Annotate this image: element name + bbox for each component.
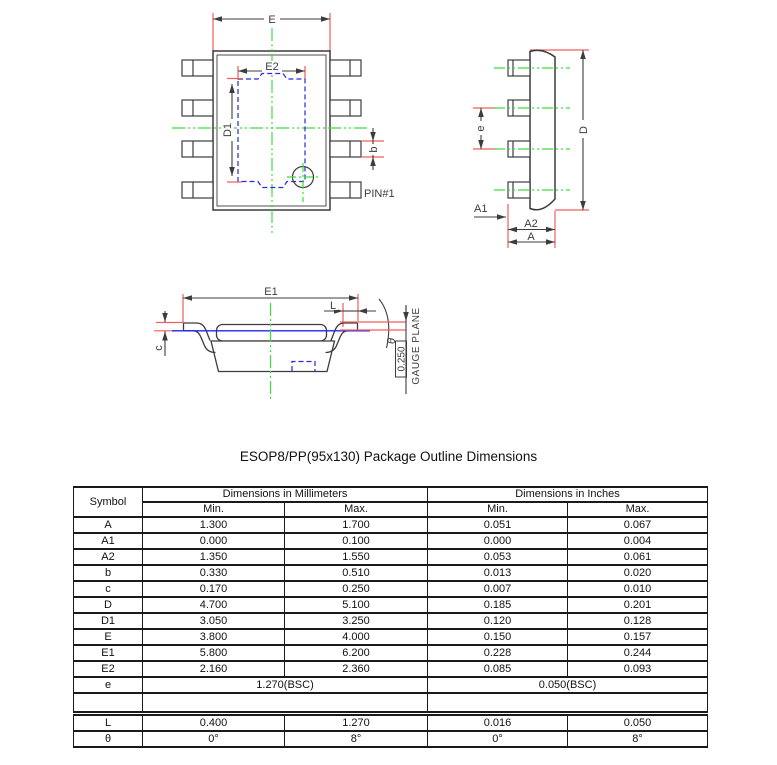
table-row: D1 3.050 3.250 0.120 0.128 (74, 613, 708, 629)
gauge-value-label: 0.250 (396, 346, 408, 372)
table-row: E 3.800 4.000 0.150 0.157 (74, 629, 708, 645)
front-view (153, 286, 422, 401)
package-body-side-view (530, 50, 555, 209)
header-inch: Dimensions in Inches (428, 487, 708, 502)
side-pins (508, 60, 530, 198)
dim-label-L: L (329, 300, 337, 312)
side-view (473, 50, 590, 248)
header-mm: Dimensions in Millimeters (143, 487, 428, 502)
dim-label-D1: D1 (222, 122, 234, 138)
table-row: θ 0° 8° 0° 8° (74, 731, 708, 747)
table-subheader-row (74, 502, 708, 517)
dim-label-e: e (475, 125, 487, 132)
table-row: E1 5.800 6.200 0.228 0.244 (74, 645, 708, 661)
package-lower-body (211, 341, 335, 372)
table-row: A 1.300 1.700 0.051 0.067 (74, 517, 708, 533)
package-top-slab (217, 325, 327, 342)
dim-label-b: b (368, 146, 380, 153)
table-row: L 0.400 1.270 0.016 0.050 (74, 714, 708, 732)
dim-label-c: c (153, 345, 165, 351)
dimensions-table (73, 486, 708, 748)
header-symbol: Symbol (74, 487, 143, 517)
dim-label-E2: E2 (265, 61, 279, 73)
table-row: A1 0.000 0.100 0.000 0.004 (74, 533, 708, 549)
dim-label-theta: θ (386, 338, 398, 344)
dim-label-A: A (527, 231, 535, 243)
table-row-e: e 1.270(BSC) 0.050(BSC) (74, 677, 708, 693)
gauge-plane-label: GAUGE PLANE (411, 307, 422, 385)
table-row: c 0.170 0.250 0.007 0.010 (74, 581, 708, 597)
header-mm-min: Min. (143, 502, 285, 517)
page-title: ESOP8/PP(95x130) Package Outline Dimensions (239, 449, 538, 464)
dim-label-E: E (268, 14, 276, 26)
table-row: A2 1.350 1.550 0.053 0.061 (74, 549, 708, 565)
top-view (172, 12, 395, 235)
right-pins (330, 60, 361, 198)
table-row: b 0.330 0.510 0.013 0.020 (74, 565, 708, 581)
pin1-label: PIN#1 (364, 188, 395, 200)
dimensions-table-wrap (73, 486, 708, 748)
dim-label-E1: E1 (264, 286, 278, 298)
header-in-max: Max. (568, 502, 708, 517)
dim-label-D: D (578, 126, 590, 134)
header-mm-max: Max. (285, 502, 428, 517)
table-header-row (74, 487, 708, 502)
table-row-empty (74, 693, 708, 714)
dim-label-A2: A2 (524, 218, 538, 230)
table-row: E2 2.160 2.360 0.085 0.093 (74, 661, 708, 677)
header-in-min: Min. (428, 502, 568, 517)
dim-label-A1: A1 (474, 203, 488, 215)
table-row: D 4.700 5.100 0.185 0.201 (74, 597, 708, 613)
left-pins (182, 60, 213, 198)
